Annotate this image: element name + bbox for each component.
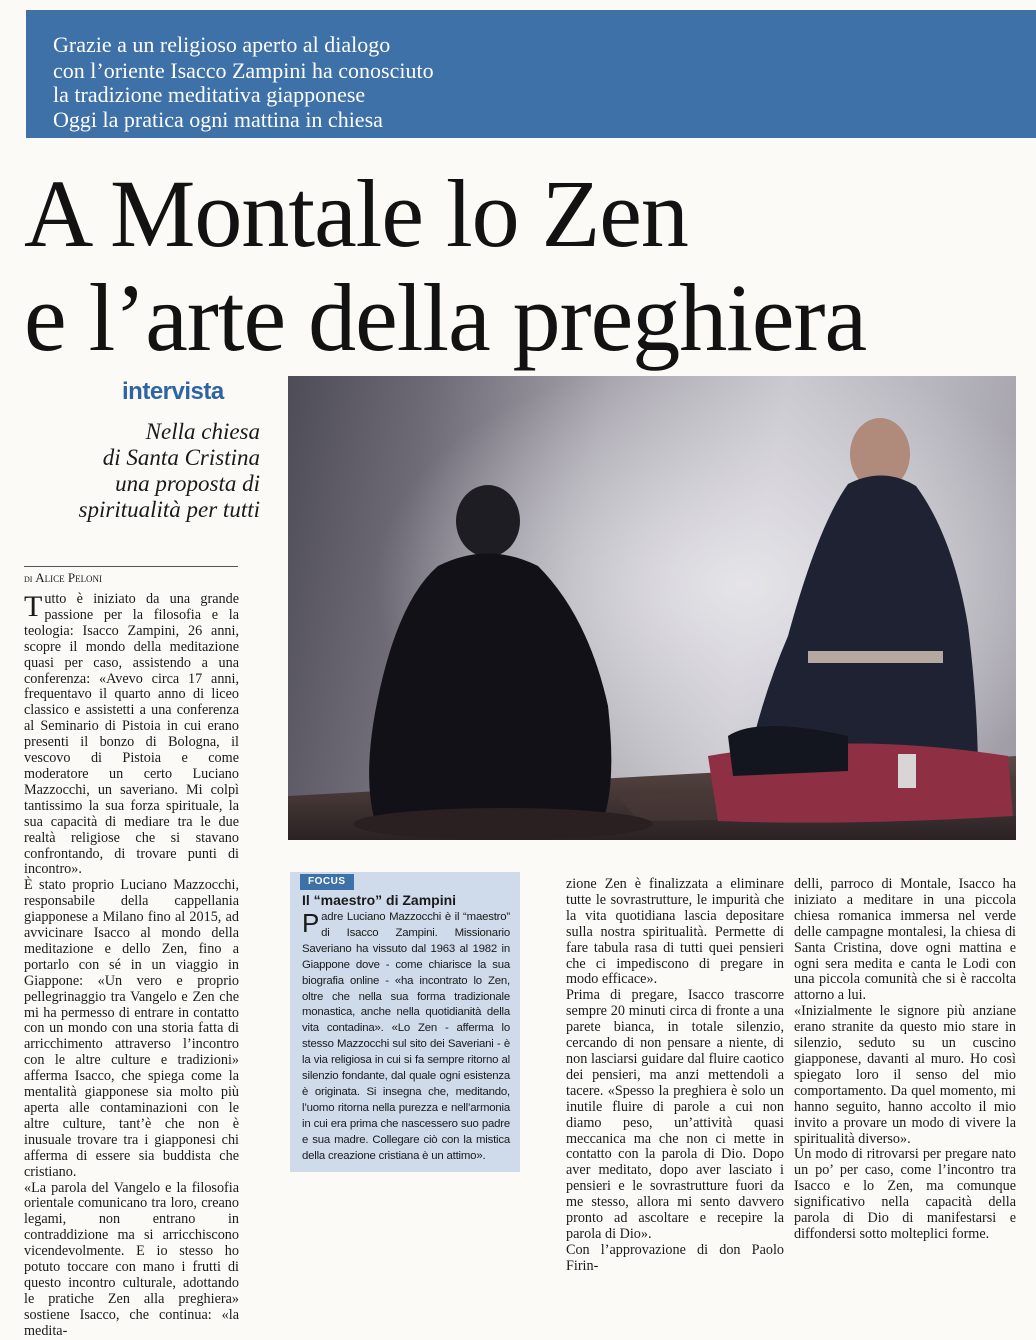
- photo-illustration: [288, 376, 1016, 840]
- subheadline-line: Nella chiesa: [145, 419, 260, 444]
- drop-cap: P: [302, 908, 320, 938]
- article-paragraph: Prima di pregare, Isacco trascorre sempre 20 minuti circa di fronte a una parete bianca, in totale silenzio, cercando di non pensare a niente, di non lasciarsi guidare dal fluire caotico dei pensieri, ma anzi mettendoli a tacere. «Spesso la preghiera è solo un inutile fluire di parole a cui non diamo peso, un’attività quasi meccanica ma che non ci mette in contatto con la parola di Dio. Dopo aver meditato, dopo aver lasciato i pensieri e le sovrastrutture fuori da me stesso, allora mi sento davvero pronto ad ascoltare e recepire la parola di Dio».: [566, 987, 784, 1242]
- article-paragraph: Con l’approvazione di don Paolo Firin-: [566, 1241, 784, 1274]
- article-paragraph: «Inizialmente le signore più anziane erano stranite da questo mio stare in silenzio, seduto su un cuscino giapponese, davanti al muro. Ho così spiegato loro il senso del mio comportamento. Da quel momento, mi hanno seguito, hanno accolto il mio invito a provare un modo di vivere la spiritualità diverso».: [794, 1003, 1016, 1147]
- summary-line: Grazie a un religioso aperto al dialogo: [53, 32, 391, 57]
- byline: [24, 566, 238, 586]
- subheadline-line: spiritualità per tutti: [78, 497, 260, 522]
- article-paragraph: zione Zen è finalizzata a eliminare tutte le sovrastrutture, le impurità che la vita quotidiana lascia depositare sulla nostra spiritualità. Permette di fare tabula rasa di tutti quei pensieri che ci impediscono di pregare in modo efficace».: [566, 876, 784, 988]
- byline-prefix: di: [24, 573, 33, 585]
- article-paragraph: Tutto è iniziato da una grande passione per la filosofia e la teologia: Isacco Zampini, 26 anni, scopre il mondo della meditazione quasi per caso, assistendo a una conferenza: «Avevo circa 17 anni, frequentavo il quarto anno di liceo classico e assistetti a una conferenza al Seminario di Pistoia in cui erano presenti il bonzo di Bologna, il vescovo di Pistoia e come moderatore un certo Luciano Mazzocchi, un saveriano. Mi colpì tantissimo la sua forza spirituale, la sua capacità di mediare tra le due realtà religiose che si stavano confrontando, di trovare punti di incontro».: [24, 590, 239, 878]
- article-column-3: [566, 877, 784, 1275]
- subheadline-line: una proposta di: [115, 471, 260, 496]
- focus-body: Padre Luciano Mazzocchi è il “maestro” di Isacco Zampini. Missionario Saveriano ha vissuto dal 1963 al 1982 in Giappone dove - come chiarisce la sua biografia online - «ha incontrato lo Zen, oltre che nella sua forma tradizionale monastica, anche nella quotidianità della vita contadina». «Lo Zen - afferma lo stesso Mazzocchi sul sito dei Saveriani - è la via religiosa in cui si fa sempre ritorno al silenzio fondante, dal quale ogni esistenza è originata. Si insegna che, meditando, l’uomo ritorna nella purezza e nell’armonia in cui era prima che nascessero suo padre e sua madre. Collegare ciò con la mistica della creazione cristiana è un attimo».: [302, 908, 510, 1162]
- focus-box: [290, 872, 520, 1172]
- drop-cap: T: [24, 590, 43, 623]
- focus-title: Il “maestro” di Zampini: [302, 892, 457, 908]
- article-paragraph: «La parola del Vangelo e la filosofia orientale comunicano tra loro, creano legami, non entrano in contraddizione ma si arricchiscono vicendevolmente. E io stesso ho potuto toccare con mano i frutti di questo incontro culturale, adottando le pratiche Zen alla preghiera» sostiene Isacco, che continua: «la medita-: [24, 1179, 239, 1339]
- meditation-photo: [288, 376, 1016, 840]
- summary-banner: [26, 10, 1036, 138]
- headline-line-2: e l’arte della preghiera: [24, 264, 867, 371]
- summary-line: Oggi la pratica ogni mattina in chiesa: [53, 107, 383, 132]
- headline-line-1: A Montale lo Zen: [24, 160, 688, 267]
- subheadline-line: di Santa Cristina: [102, 445, 260, 470]
- summary-line: con l’oriente Isacco Zampini ha conosciuto: [53, 58, 434, 83]
- article-paragraph: È stato proprio Luciano Mazzocchi, responsabile della cappellania giapponese a Milano fino al 2015, ad avvicinare Isacco al mondo della meditazione e dello Zen, fino a portarlo con sé in un viaggio in Giappone: «Un vero e proprio pellegrinaggio tra Vangelo e Zen che mi ha permesso di entrare in contatto con un mondo con una storia fatta di arricchimento attraverso l’incontro con le altre culture e tradizioni» afferma Isacco, che spiega come la mentalità giapponese sia molto più aperta alle contaminazioni con le altre culture, tant’è che non è inusuale trovare tra i giapponesi chi afferma di essere sia buddista che cristiano.: [24, 877, 239, 1180]
- article-column-4: [794, 877, 1016, 1243]
- summary-line: la tradizione meditativa giapponese: [53, 82, 366, 107]
- article-paragraph: Un modo di ritrovarsi per pregare nato un po’ per caso, come l’incontro tra Isacco e lo Zen, ma comunque significativo nella capacità della parola di Dio di manifestarsi e diffondersi sotto molteplici forme.: [794, 1146, 1016, 1242]
- section-kicker: intervista: [122, 378, 224, 405]
- byline-author: Alice Peloni: [35, 570, 103, 585]
- article-paragraph: delli, parroco di Montale, Isacco ha iniziato a meditare in una piccola chiesa romanica immersa nel verde delle campagne montalesi, la chiesa di Santa Cristina, dove ogni mattina e ogni sera medita e canta le Lodi con una piccola comunità che si è raccolta attorno a lui.: [794, 876, 1016, 1004]
- focus-tag: FOCUS: [300, 874, 354, 890]
- article-column-1: [24, 592, 239, 1340]
